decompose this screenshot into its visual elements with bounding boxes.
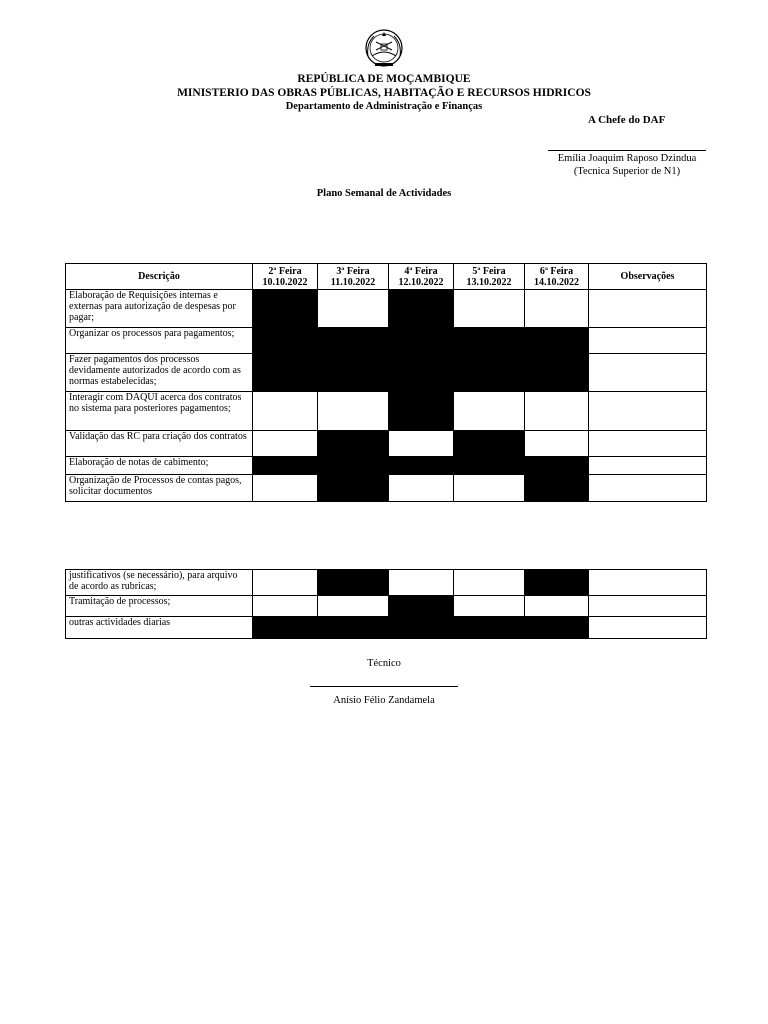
table-row [66, 290, 707, 328]
observation-cell [589, 596, 707, 617]
scheduled-day-cell [454, 328, 525, 354]
scheduled-day-cell [253, 290, 318, 328]
activities-table [65, 263, 707, 502]
scheduled-day-cell [318, 431, 389, 457]
header-day: 4ª Feira 12.10.2022 [389, 264, 454, 290]
empty-day-cell [318, 290, 389, 328]
observation-cell [589, 328, 707, 354]
activity-description: Tramitação de processos; [66, 596, 253, 617]
scheduled-day-cell [253, 617, 318, 639]
empty-day-cell [525, 596, 589, 617]
table-row [66, 617, 707, 639]
scheduled-day-cell [454, 617, 525, 639]
tecnico-signature-line [310, 686, 458, 687]
chefe-label: A Chefe do DAF [588, 114, 666, 126]
empty-day-cell [525, 392, 589, 431]
mozambique-emblem-icon [362, 26, 406, 70]
activity-description: Interagir com DAQUI acerca dos contratos no sistema para posteriores pagamentos; [66, 392, 253, 431]
department-title: Departamento de Administração e Finanças [285, 101, 483, 112]
observation-cell [589, 392, 707, 431]
scheduled-day-cell [454, 457, 525, 475]
ministry-title: MINISTERIO DAS OBRAS PÚBLICAS, HABITAÇÃO E RECURSOS HIDRICOS [177, 87, 591, 99]
table-row [66, 328, 707, 354]
observation-cell [589, 570, 707, 596]
table-row [66, 354, 707, 392]
table-row [66, 392, 707, 431]
table-row [66, 457, 707, 475]
tecnico-label: Técnico [367, 658, 401, 669]
activity-description: Organização de Processos de contas pagos, solicitar documentos [66, 475, 253, 502]
header-day: 5ª Feira 13.10.2022 [454, 264, 525, 290]
empty-day-cell [389, 431, 454, 457]
header-day: 2ª Feira 10.10.2022 [253, 264, 318, 290]
empty-day-cell [525, 431, 589, 457]
empty-day-cell [454, 596, 525, 617]
scheduled-day-cell [389, 290, 454, 328]
header-descricao: Descrição [66, 264, 253, 290]
empty-day-cell [253, 431, 318, 457]
empty-day-cell [253, 570, 318, 596]
empty-day-cell [253, 475, 318, 502]
table-row [66, 431, 707, 457]
empty-day-cell [454, 475, 525, 502]
scheduled-day-cell [318, 328, 389, 354]
empty-day-cell [389, 475, 454, 502]
scheduled-day-cell [525, 617, 589, 639]
scheduled-day-cell [318, 475, 389, 502]
scheduled-day-cell [454, 354, 525, 392]
empty-day-cell [389, 570, 454, 596]
scheduled-day-cell [389, 392, 454, 431]
activity-description: Organizar os processos para pagamentos; [66, 328, 253, 354]
document-title: Plano Semanal de Actividades [316, 188, 452, 199]
chefe-role: (Tecnica Superior de N1) [573, 166, 681, 177]
observation-cell [589, 290, 707, 328]
scheduled-day-cell [318, 570, 389, 596]
scheduled-day-cell [318, 617, 389, 639]
scheduled-day-cell [525, 328, 589, 354]
republic-title: REPÚBLICA DE MOÇAMBIQUE [297, 73, 471, 85]
empty-day-cell [318, 392, 389, 431]
activity-description: Fazer pagamentos dos processos devidamente autorizados de acordo com as normas estabelecidas; [66, 354, 253, 392]
table-row [66, 570, 707, 596]
empty-day-cell [454, 570, 525, 596]
table-row [66, 596, 707, 617]
activity-description: Elaboração de notas de cabimento; [66, 457, 253, 475]
chefe-signature-line [548, 150, 706, 151]
scheduled-day-cell [318, 354, 389, 392]
scheduled-day-cell [454, 431, 525, 457]
table-row [66, 475, 707, 502]
scheduled-day-cell [389, 596, 454, 617]
scheduled-day-cell [318, 457, 389, 475]
header-day: 6ª Feira 14.10.2022 [525, 264, 589, 290]
observation-cell [589, 617, 707, 639]
empty-day-cell [253, 596, 318, 617]
scheduled-day-cell [253, 328, 318, 354]
chefe-name: Emília Joaquim Raposo Dzindua [557, 153, 697, 164]
observation-cell [589, 354, 707, 392]
activity-description: outras actividades diarias [66, 617, 253, 639]
activity-description: Validação das RC para criação dos contratos [66, 431, 253, 457]
scheduled-day-cell [525, 570, 589, 596]
scheduled-day-cell [525, 457, 589, 475]
scheduled-day-cell [525, 475, 589, 502]
scheduled-day-cell [253, 457, 318, 475]
empty-day-cell [318, 596, 389, 617]
observation-cell [589, 475, 707, 502]
scheduled-day-cell [253, 354, 318, 392]
scheduled-day-cell [525, 354, 589, 392]
scheduled-day-cell [389, 328, 454, 354]
tecnico-name: Anísio Félio Zandamela [333, 695, 435, 706]
scheduled-day-cell [389, 457, 454, 475]
activity-description: justificativos (se necessário), para arquivo de acordo as rubricas; [66, 570, 253, 596]
observation-cell [589, 457, 707, 475]
header-day: 3ª Feira 11.10.2022 [318, 264, 389, 290]
empty-day-cell [454, 392, 525, 431]
empty-day-cell [454, 290, 525, 328]
header-observacoes: Observações [589, 264, 707, 290]
empty-day-cell [253, 392, 318, 431]
observation-cell [589, 431, 707, 457]
empty-day-cell [525, 290, 589, 328]
activity-description: Elaboração de Requisições internas e externas para autorização de despesas por pagar; [66, 290, 253, 328]
scheduled-day-cell [389, 354, 454, 392]
scheduled-day-cell [389, 617, 454, 639]
activities-table-continued [65, 569, 707, 639]
